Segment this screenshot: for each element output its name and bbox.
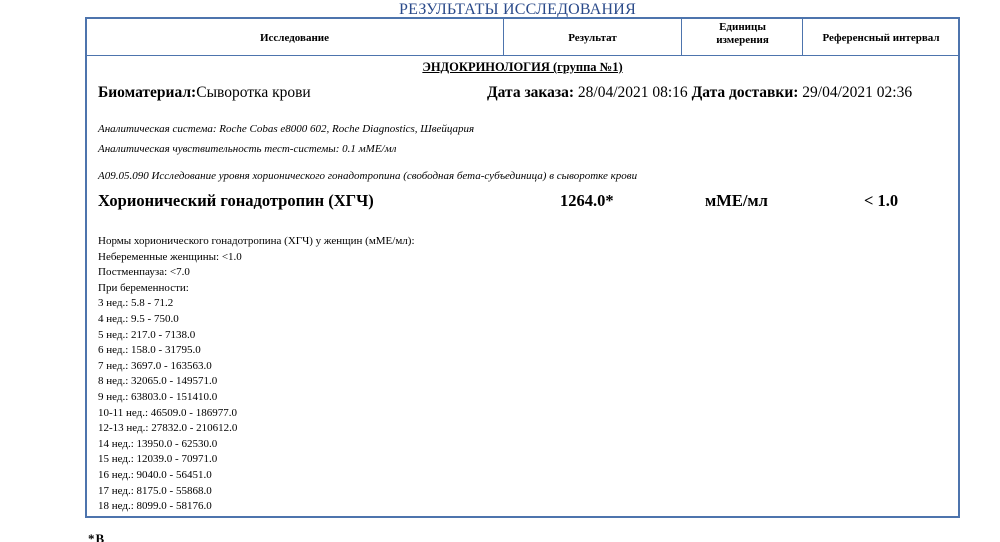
norms-list — [98, 234, 415, 515]
norm-item: Небеременные женщины: <1.0 — [98, 250, 242, 263]
section-title: ЭНДОКРИНОЛОГИЯ (группа №1) — [422, 60, 623, 74]
norm-item: 12-13 нед.: 27832.0 - 210612.0 — [98, 422, 238, 435]
header-result: Результат — [568, 32, 617, 44]
header-study: Исследование — [259, 32, 330, 44]
norm-item: 18 нед.: 8099.0 - 58176.0 — [98, 500, 212, 513]
norm-item: 16 нед.: 9040.0 - 56451.0 — [98, 468, 212, 481]
norm-item: 7 нед.: 3697.0 - 163563.0 — [98, 359, 212, 372]
norm-item: 14 нед.: 13950.0 - 62530.0 — [98, 437, 218, 450]
header-reference: Референсный интервал — [822, 32, 940, 44]
analytic-system: Аналитическая система: Roche Cobas e8000 602, Roche Diagnostics, Швейцария — [98, 123, 475, 135]
result-reference: < 1.0 — [864, 191, 899, 210]
norm-item: 15 нед.: 12039.0 - 70971.0 — [98, 453, 218, 466]
norm-item: 3 нед.: 5.8 - 71.2 — [98, 297, 174, 310]
biomaterial-value: Сыворотка крови — [196, 84, 311, 101]
norm-item: 17 нед.: 8175.0 - 55868.0 — [98, 484, 212, 497]
analytic-sensitivity: Аналитическая чувствительность тест-системы: 0.1 мМЕ/мл — [98, 143, 397, 155]
norm-item: 9 нед.: 63803.0 - 151410.0 — [98, 390, 218, 403]
norm-item: 6 нед.: 158.0 - 31795.0 — [98, 344, 201, 357]
result-value: 1264.0* — [560, 191, 614, 210]
delivery-date-label: Дата доставки: — [691, 84, 799, 101]
norm-item: 4 нед.: 9.5 - 750.0 — [98, 312, 179, 325]
delivery-date-value: 29/04/2021 02:36 — [802, 84, 913, 101]
result-name: Хорионический гонадотропин (ХГЧ) — [98, 191, 374, 210]
order-date-label: Дата заказа: — [487, 84, 575, 101]
header-divider — [86, 55, 959, 56]
norm-item: При беременности: — [98, 281, 189, 294]
header-units: Единицы измерения — [716, 21, 769, 46]
biomaterial-label: Биоматериал: — [98, 84, 197, 101]
norm-item: 8 нед.: 32065.0 - 149571.0 — [98, 375, 218, 388]
norm-item: 10-11 нед.: 46509.0 - 186977.0 — [98, 406, 237, 419]
norm-item: Постменпауза: <7.0 — [98, 266, 190, 279]
order-date-value: 28/04/2021 08:16 — [577, 84, 688, 101]
result-units: мМЕ/мл — [705, 191, 768, 210]
norm-item: 5 нед.: 217.0 - 7138.0 — [98, 328, 196, 341]
biomaterial — [98, 84, 311, 102]
norms-heading: Нормы хорионического гонадотропина (ХГЧ) у женщин (мМЕ/мл): — [98, 235, 415, 247]
study-code: A09.05.090 Исследование уровня хорионического гонадотропина (свободная бета-субъединица) в сыворотке крови — [98, 170, 638, 182]
order-dates — [487, 84, 912, 102]
footer-note: *В — [88, 531, 106, 542]
column-divider — [681, 18, 682, 56]
report-title: РЕЗУЛЬТАТЫ ИССЛЕДОВАНИЯ — [399, 1, 636, 18]
